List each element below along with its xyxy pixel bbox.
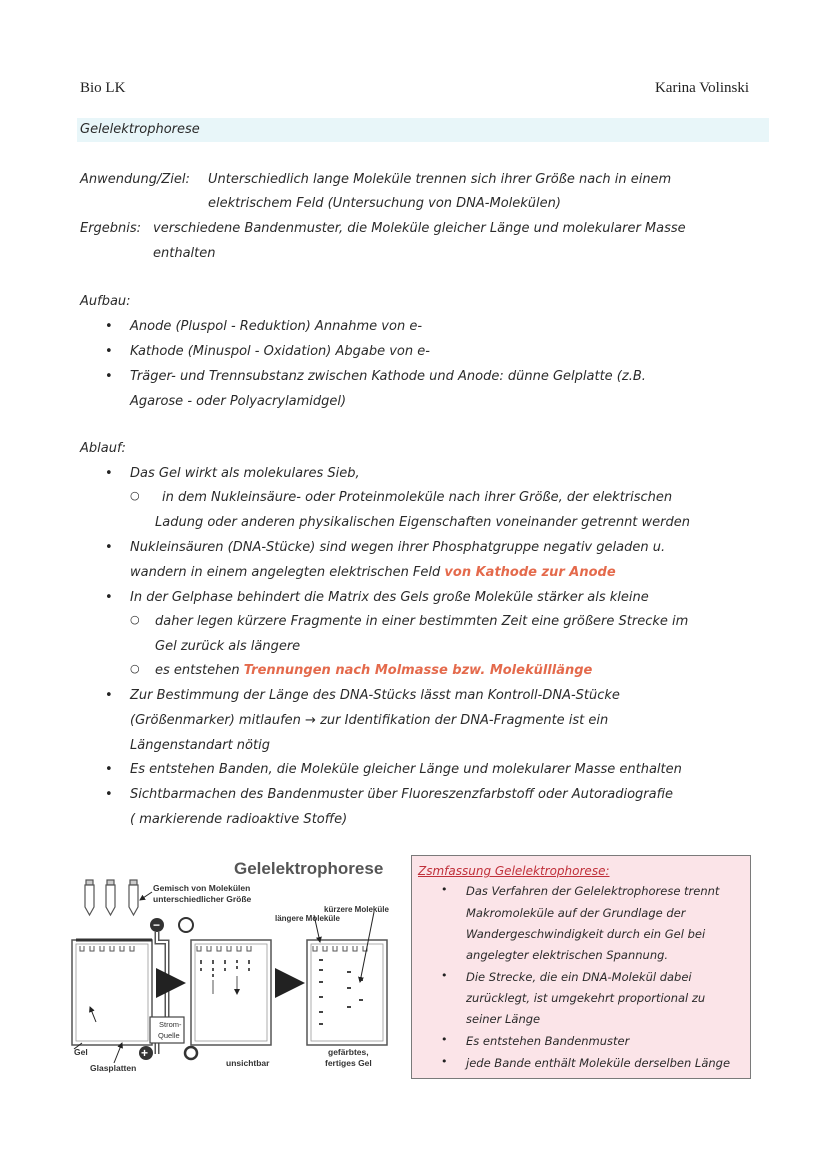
ergebnis-line-1: verschiedene Bandenmuster, die Moleküle gleicher Länge und molekularer Masse xyxy=(153,221,686,236)
bullet-marker: • xyxy=(441,1055,448,1068)
header-course: Bio LK xyxy=(80,80,126,96)
ablauf-item-nukleinsaeuren-line-2: wandern in einem angelegten elektrischen Feld von Kathode zur Anode xyxy=(130,565,616,580)
bullet-marker: • xyxy=(105,590,113,605)
bullet-marker: • xyxy=(441,969,448,982)
aufbau-heading: Aufbau: xyxy=(80,294,131,309)
ablauf-item-marker-line-3: Längenstandart nötig xyxy=(130,738,270,753)
aufbau-item-kathode: Kathode (Minuspol - Oxidation) Abgabe von e- xyxy=(130,344,430,359)
ablauf-item-banden: Es entstehen Banden, die Moleküle gleicher Länge und molekularer Masse enthalten xyxy=(130,762,682,777)
diagram-title: Gelelektrophorese xyxy=(234,859,384,878)
pipette-icon xyxy=(85,880,138,915)
gel-plate-loading xyxy=(72,940,152,1045)
bullet-marker: • xyxy=(441,883,448,896)
ablauf-item-gelphase: In der Gelphase behindert die Matrix des Gels große Moleküle stärker als kleine xyxy=(130,590,649,605)
label-gefaerbtes-1: gefärbtes, xyxy=(328,1047,369,1057)
highlight-kathode-anode: von Kathode zur Anode xyxy=(444,565,616,580)
label-laengere: längere Moleküle xyxy=(275,914,340,923)
aufbau-item-traeger-line-2: Agarose - oder Polyacrylamidgel) xyxy=(130,394,347,409)
ergebnis-label: Ergebnis: xyxy=(80,221,142,236)
minus-pole-label: − xyxy=(153,918,161,932)
ablauf-item-marker-line-2: (Größenmarker) mitlaufen → zur Identifikation der DNA-Fragmente ist ein xyxy=(130,713,609,728)
label-unsichtbar: unsichtbar xyxy=(226,1058,270,1068)
plus-pole-icon xyxy=(185,1047,197,1059)
summary-item-1-line-2: Makromoleküle auf der Grundlage der xyxy=(466,906,686,920)
summary-item-2-line-2: zurücklegt, ist umgekehrt proportional zu xyxy=(466,991,706,1005)
ablauf-item-sichtbar-line-2: ( markierende radioaktive Stoffe) xyxy=(130,812,348,827)
label-gemisch-1: Gemisch von Molekülen xyxy=(153,883,251,893)
page-title: Gelelektrophorese xyxy=(80,122,200,137)
bullet-marker: • xyxy=(105,466,113,481)
bullet-marker: • xyxy=(105,787,113,802)
header-author: Karina Volinski xyxy=(654,80,749,96)
summary-item-1-line-3: Wandergeschwindigkeit durch ein Gel bei xyxy=(466,927,706,941)
summary-item-2-line-1: Die Strecke, die ein DNA-Molekül dabei xyxy=(466,970,692,984)
bullet-marker: • xyxy=(105,319,113,334)
summary-item-4: jede Bande enthält Moleküle derselben Länge xyxy=(466,1056,731,1070)
label-glasplatten: Glasplatten xyxy=(90,1063,137,1073)
ablauf-item-sieb: Das Gel wirkt als molekulares Sieb, xyxy=(130,466,360,481)
bullet-marker: • xyxy=(105,762,113,777)
ablauf-item-marker-line-1: Zur Bestimmung der Länge des DNA-Stücks lässt man Kontroll-DNA-Stücke xyxy=(130,688,620,703)
ablauf-sieb-sub-line-1: in dem Nukleinsäure- oder Proteinmoleküle nach ihrer Größe, der elektrischen xyxy=(162,490,673,505)
bullet-marker: • xyxy=(105,540,113,555)
label-gel: Gel xyxy=(74,1047,88,1057)
bullet-marker: • xyxy=(105,344,113,359)
ablauf-heading: Ablauf: xyxy=(80,441,126,456)
summary-item-1-line-4: angelegter elektrischen Spannung. xyxy=(466,948,669,962)
bullet-marker: • xyxy=(105,688,113,703)
gel-plate-running xyxy=(191,940,271,1045)
anwendung-label: Anwendung/Ziel: xyxy=(80,172,190,187)
label-strom-2: Quelle xyxy=(158,1031,180,1040)
label-strom-1: Strom- xyxy=(159,1020,182,1029)
ablauf-gelphase-sub-1-line-1: daher legen kürzere Fragmente in einer bestimmten Zeit eine größere Strecke im xyxy=(155,614,689,629)
summary-title: Zsmfassung Gelelektrophorese: xyxy=(418,864,610,878)
sub-bullet-marker: ○ xyxy=(130,613,140,626)
ablauf-item-sichtbar-line-1: Sichtbarmachen des Bandenmuster über Fluoreszenzfarbstoff oder Autoradiografie xyxy=(130,787,673,802)
sub-bullet-marker: ○ xyxy=(130,662,140,675)
ablauf-sieb-sub-line-2: Ladung oder anderen physikalischen Eigenschaften voneinander getrennt werden xyxy=(155,515,691,530)
ablauf-item-nukleinsaeuren-line-1: Nukleinsäuren (DNA-Stücke) sind wegen ihrer Phosphatgruppe negativ geladen u. xyxy=(130,540,666,555)
ablauf-gelphase-sub-1-line-2: Gel zurück als längere xyxy=(155,639,301,654)
gelelektrophorese-diagram xyxy=(62,852,407,1082)
ergebnis-line-2: enthalten xyxy=(153,246,216,261)
summary-item-3: Es entstehen Bandenmuster xyxy=(466,1034,630,1048)
plus-pole-label: + xyxy=(141,1046,149,1060)
minus-pole-icon xyxy=(179,918,193,932)
highlight-trennungen: Trennungen nach Molmasse bzw. Molekülllänge xyxy=(243,663,593,678)
anwendung-line-1: Unterschiedlich lange Moleküle trennen sich ihrer Größe nach in einem xyxy=(208,172,672,187)
anwendung-line-2: elektrischem Feld (Untersuchung von DNA-Molekülen) xyxy=(208,196,561,211)
ablauf-gelphase-sub-2: es entstehen Trennungen nach Molmasse bzw. Molekülllänge xyxy=(155,663,593,678)
label-kuerzere: kürzere Moleküle xyxy=(324,905,389,914)
bullet-marker: • xyxy=(105,369,113,384)
bullet-marker: • xyxy=(441,1033,448,1046)
label-gefaerbtes-2: fertiges Gel xyxy=(325,1058,372,1068)
label-gemisch-2: unterschiedlicher Größe xyxy=(153,894,252,904)
aufbau-item-anode: Anode (Pluspol - Reduktion) Annahme von e- xyxy=(130,319,423,334)
summary-item-2-line-3: seiner Länge xyxy=(466,1012,541,1026)
aufbau-item-traeger-line-1: Träger- und Trennsubstanz zwischen Kathode und Anode: dünne Gelplatte (z.B. xyxy=(130,369,646,384)
summary-item-1-line-1: Das Verfahren der Gelelektrophorese trennt xyxy=(466,884,720,898)
sub-bullet-marker: ○ xyxy=(130,489,140,502)
gel-plate-stained xyxy=(307,940,387,1045)
